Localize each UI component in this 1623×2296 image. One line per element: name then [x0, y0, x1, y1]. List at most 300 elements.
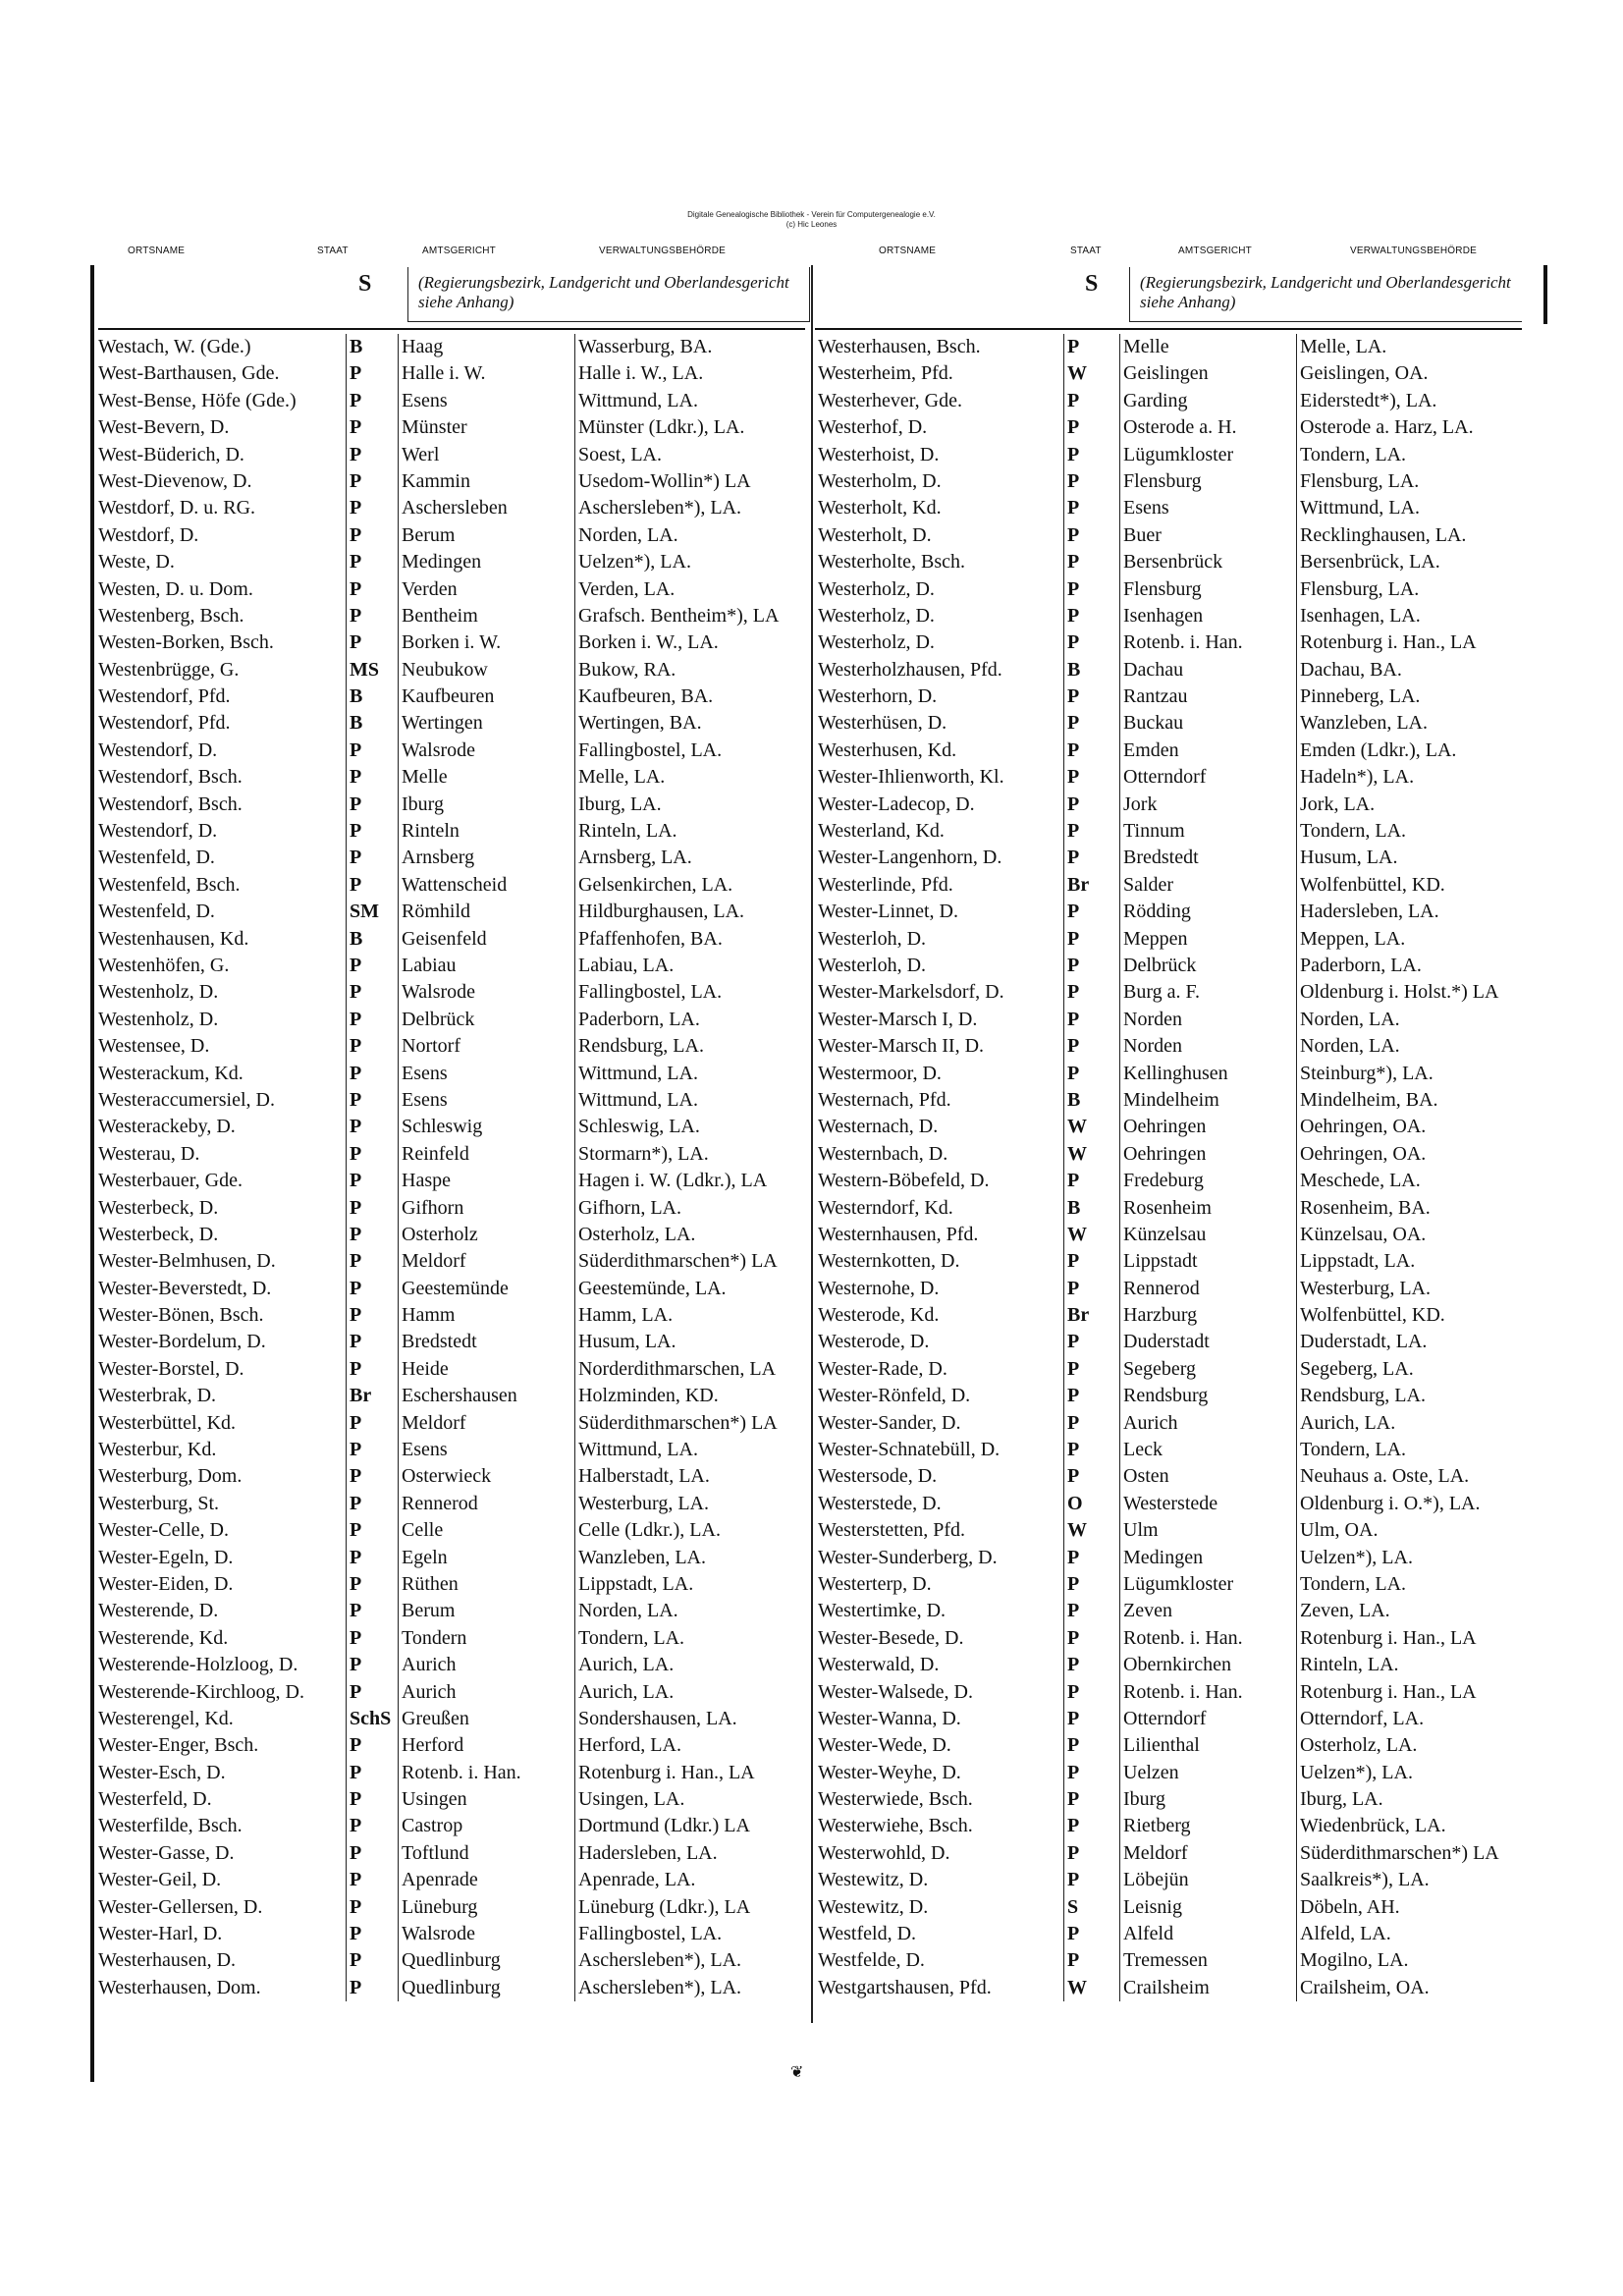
place-name: Wester-Bordelum, D. [98, 1331, 266, 1353]
state-code: P [346, 1732, 398, 1759]
administrative-authority: Norden, LA. [574, 1598, 803, 1624]
district-court: Rotenb. i. Han. [1119, 1679, 1296, 1706]
state-code: P [346, 1947, 398, 1974]
rule-right [815, 328, 1522, 330]
district-court: Walsrode [398, 738, 574, 764]
table-row [95, 1921, 803, 1947]
administrative-authority: Crailsheim, OA. [1296, 1975, 1546, 2001]
watermark [0, 210, 1623, 230]
place-name: Westen-Borken, Bsch. [98, 631, 274, 654]
place-name: Wester-Ihlienworth, Kl. [818, 766, 1004, 789]
state-code: P [346, 1302, 398, 1329]
state-code: P [1063, 576, 1119, 603]
table-row [95, 1195, 803, 1222]
table-row [95, 764, 803, 791]
table-row [95, 1302, 803, 1329]
state-code: P [1063, 818, 1119, 845]
administrative-authority: Tondern, LA. [1296, 1437, 1546, 1463]
table-row [95, 1867, 803, 1893]
state-code: P [1063, 1545, 1119, 1571]
administrative-authority: Oehringen, OA. [1296, 1114, 1546, 1140]
administrative-authority: Segeberg, LA. [1296, 1356, 1546, 1383]
table-row [95, 522, 803, 549]
state-code: P [1063, 1598, 1119, 1624]
district-court: Hamm [398, 1302, 574, 1329]
table-row [95, 1248, 803, 1275]
table-row [815, 845, 1546, 871]
administrative-authority: Fallingbostel, LA. [574, 738, 803, 764]
table-row [95, 1033, 803, 1060]
administrative-authority: Wanzleben, LA. [574, 1545, 803, 1571]
state-code: P [346, 1114, 398, 1140]
state-code: P [1063, 629, 1119, 656]
district-court: Lügumkloster [1119, 442, 1296, 468]
administrative-authority: Osterode a. Harz, LA. [1296, 414, 1546, 441]
place-name: Wester-Celle, D. [98, 1519, 229, 1542]
district-court: Lilienthal [1119, 1732, 1296, 1759]
table-row [815, 1033, 1546, 1060]
state-code: P [346, 1760, 398, 1786]
place-name: Westerbeck, D. [98, 1223, 219, 1245]
state-code: P [1063, 1732, 1119, 1759]
place-name: Westenbrügge, G. [98, 658, 240, 681]
table-row [95, 576, 803, 603]
place-name: Westerhausen, D. [98, 1949, 237, 1972]
district-court: Meldorf [1119, 1840, 1296, 1867]
table-row [95, 360, 803, 387]
section-letter-right: S [1085, 271, 1099, 297]
place-name: Westenberg, Bsch. [98, 604, 244, 627]
state-code: B [346, 683, 398, 710]
administrative-authority: Uelzen*), LA. [1296, 1760, 1546, 1786]
administrative-authority: Dachau, BA. [1296, 657, 1546, 683]
administrative-authority: Rotenburg i. Han., LA [1296, 629, 1546, 656]
table-row [815, 979, 1546, 1006]
place-name: Westenfeld, Bsch. [98, 873, 241, 896]
state-code: P [1063, 953, 1119, 979]
administrative-authority: Aurich, LA. [574, 1652, 803, 1678]
table-row [815, 1679, 1546, 1706]
state-code: P [346, 1087, 398, 1114]
place-name: Wester-Marsch II, D. [818, 1035, 985, 1058]
administrative-authority: Aurich, LA. [574, 1679, 803, 1706]
administrative-authority: Künzelsau, OA. [1296, 1222, 1546, 1248]
administrative-authority: Mogilno, LA. [1296, 1947, 1546, 1974]
place-name: Westerhausen, Bsch. [818, 336, 981, 357]
place-name: Westerwald, D. [818, 1654, 940, 1676]
administrative-authority: Oldenburg i. O.*), LA. [1296, 1491, 1546, 1517]
district-court: Löbejün [1119, 1867, 1296, 1893]
administrative-authority: Iburg, LA. [574, 792, 803, 818]
district-court: Rüthen [398, 1571, 574, 1598]
district-court: Obernkirchen [1119, 1652, 1296, 1678]
state-code: B [346, 926, 398, 953]
place-name: Westerholt, D. [818, 523, 932, 546]
administrative-authority: Norden, LA. [1296, 1007, 1546, 1033]
administrative-authority: Pinneberg, LA. [1296, 683, 1546, 710]
place-name: Westerende-Kirchloog, D. [98, 1680, 304, 1703]
district-court: Osterholz [398, 1222, 574, 1248]
state-code: P [1063, 1813, 1119, 1839]
state-code: P [346, 1921, 398, 1947]
administrative-authority: Norden, LA. [1296, 1033, 1546, 1060]
administrative-authority: Wittmund, LA. [1296, 495, 1546, 521]
administrative-authority: Soest, LA. [574, 442, 803, 468]
place-name: Westerode, D. [818, 1331, 930, 1353]
district-court: Wattenscheid [398, 872, 574, 899]
table-row [815, 1248, 1546, 1275]
table-row [815, 1195, 1546, 1222]
administrative-authority: Gelsenkirchen, LA. [574, 872, 803, 899]
place-name: Westendorf, Bsch. [98, 793, 243, 815]
table-row [815, 522, 1546, 549]
state-code: P [1063, 442, 1119, 468]
district-court: Greußen [398, 1706, 574, 1732]
district-court: Haspe [398, 1168, 574, 1194]
district-court: Flensburg [1119, 576, 1296, 603]
district-court: Apenrade [398, 1867, 574, 1893]
place-name: Westach, W. (Gde.) [98, 336, 251, 357]
state-code: B [1063, 657, 1119, 683]
place-name: Westen, D. u. Dom. [98, 577, 253, 600]
state-code: P [1063, 1168, 1119, 1194]
table-row [95, 1706, 803, 1732]
table-row [815, 1517, 1546, 1544]
place-name: Westdorf, D. [98, 523, 199, 546]
table-row [95, 953, 803, 979]
table-row [95, 1087, 803, 1114]
district-court: Kammin [398, 468, 574, 495]
administrative-authority: Wasserburg, BA. [574, 334, 803, 360]
place-name: Westensee, D. [98, 1035, 210, 1058]
place-name: Westertimke, D. [818, 1600, 947, 1622]
state-code: P [346, 1463, 398, 1490]
administrative-authority: Aurich, LA. [1296, 1410, 1546, 1437]
state-code: P [346, 1598, 398, 1624]
district-court: Delbrück [398, 1007, 574, 1033]
state-code: P [346, 1571, 398, 1598]
table-row [95, 792, 803, 818]
state-code: P [346, 495, 398, 521]
administrative-authority: Schleswig, LA. [574, 1114, 803, 1140]
administrative-authority: Neuhaus a. Oste, LA. [1296, 1463, 1546, 1490]
state-code: P [346, 1168, 398, 1194]
place-name: Westerholz, D. [818, 577, 935, 600]
administrative-authority: Wertingen, BA. [574, 710, 803, 737]
table-row [95, 1168, 803, 1194]
administrative-authority: Holzminden, KD. [574, 1383, 803, 1409]
district-court: Meldorf [398, 1248, 574, 1275]
place-name: Westerbüttel, Kd. [98, 1411, 237, 1434]
district-court: Werl [398, 442, 574, 468]
state-code: B [1063, 1087, 1119, 1114]
table-row [95, 1114, 803, 1140]
subheader-note-left: (Regierungsbezirk, Landgericht und Oberlandesgericht siehe Anhang) [407, 267, 810, 322]
place-name: Westernkotten, D. [818, 1250, 960, 1273]
district-court: Isenhagen [1119, 603, 1296, 629]
district-court: Emden [1119, 738, 1296, 764]
administrative-authority: Flensburg, LA. [1296, 468, 1546, 495]
place-name: Westerlinde, Pfd. [818, 873, 953, 896]
place-name: Westernhausen, Pfd. [818, 1223, 979, 1245]
state-code: P [1063, 468, 1119, 495]
district-court: Garding [1119, 388, 1296, 414]
table-row [95, 1894, 803, 1921]
state-code: P [346, 1437, 398, 1463]
state-code: P [346, 1007, 398, 1033]
administrative-authority: Iburg, LA. [1296, 1786, 1546, 1813]
district-court: Tinnum [1119, 818, 1296, 845]
administrative-authority: Rinteln, LA. [1296, 1652, 1546, 1678]
table-row [95, 442, 803, 468]
administrative-authority: Dortmund (Ldkr.) LA [574, 1813, 803, 1839]
administrative-authority: Jork, LA. [1296, 792, 1546, 818]
table-row [95, 1463, 803, 1490]
state-code: Br [1063, 872, 1119, 899]
state-code: S [1063, 1894, 1119, 1921]
table-row [95, 657, 803, 683]
table-row [95, 1141, 803, 1168]
state-code: P [346, 549, 398, 575]
administrative-authority: Hildburghausen, LA. [574, 899, 803, 925]
state-code: P [1063, 1437, 1119, 1463]
table-row [815, 360, 1546, 387]
district-court: Geisenfeld [398, 926, 574, 953]
place-name: West-Dievenow, D. [98, 469, 252, 492]
state-code: P [346, 1195, 398, 1222]
administrative-authority: Wittmund, LA. [574, 388, 803, 414]
center-divider [811, 265, 813, 2023]
place-name: Westfelde, D. [818, 1949, 925, 1972]
place-name: Westewitz, D. [818, 1895, 929, 1918]
district-court: Bredstedt [398, 1329, 574, 1355]
table-row [815, 1410, 1546, 1437]
administrative-authority: Melle, LA. [574, 764, 803, 791]
administrative-authority: Wittmund, LA. [574, 1437, 803, 1463]
table-row [815, 1894, 1546, 1921]
administrative-authority: Herford, LA. [574, 1732, 803, 1759]
table-row [95, 1947, 803, 1974]
place-name: Wester-Egeln, D. [98, 1546, 234, 1568]
district-court: Lippstadt [1119, 1248, 1296, 1275]
state-code: P [1063, 549, 1119, 575]
administrative-authority: Pfaffenhofen, BA. [574, 926, 803, 953]
administrative-authority: Süderdithmarschen*) LA [574, 1410, 803, 1437]
table-row [95, 1840, 803, 1867]
place-name: Wester-Wede, D. [818, 1734, 951, 1757]
place-name: Wester-Rönfeld, D. [818, 1385, 971, 1407]
administrative-authority: Eiderstedt*), LA. [1296, 388, 1546, 414]
table-row [95, 1571, 803, 1598]
table-row [95, 818, 803, 845]
table-row [95, 1598, 803, 1624]
administrative-authority: Lüneburg (Ldkr.), LA [574, 1894, 803, 1921]
place-name: Westerburg, Dom. [98, 1465, 243, 1488]
table-row [95, 710, 803, 737]
place-name: Westerstetten, Pfd. [818, 1519, 966, 1542]
administrative-authority: Halle i. W., LA. [574, 360, 803, 387]
table-row [815, 1706, 1546, 1732]
administrative-authority: Wolfenbüttel, KD. [1296, 1302, 1546, 1329]
administrative-authority: Osterholz, LA. [574, 1222, 803, 1248]
place-name: Westerbauer, Gde. [98, 1170, 243, 1192]
place-name: Wester-Walsede, D. [818, 1680, 973, 1703]
district-court: Usingen [398, 1786, 574, 1813]
state-code: P [346, 388, 398, 414]
place-name: Westerstede, D. [818, 1492, 942, 1514]
place-name: Westfeld, D. [818, 1923, 917, 1945]
place-name: Westerhoist, D. [818, 443, 940, 465]
place-name: Westenfeld, D. [98, 847, 215, 869]
district-court: Schleswig [398, 1114, 574, 1140]
state-code: P [1063, 1760, 1119, 1786]
state-code: P [1063, 926, 1119, 953]
table-row [815, 1007, 1546, 1033]
administrative-authority: Döbeln, AH. [1296, 1894, 1546, 1921]
administrative-authority: Meschede, LA. [1296, 1168, 1546, 1194]
header-verwaltung-left: VERWALTUNGSBEHÖRDE [599, 246, 726, 256]
state-code: Br [1063, 1302, 1119, 1329]
district-court: Aurich [398, 1652, 574, 1678]
district-court: Delbrück [1119, 953, 1296, 979]
table-row [95, 845, 803, 871]
district-court: Melle [398, 764, 574, 791]
administrative-authority: Tondern, LA. [1296, 442, 1546, 468]
administrative-authority: Uelzen*), LA. [1296, 1545, 1546, 1571]
administrative-authority: Celle (Ldkr.), LA. [574, 1517, 803, 1544]
administrative-authority: Halberstadt, LA. [574, 1463, 803, 1490]
place-name: Wester-Harl, D. [98, 1923, 223, 1945]
place-name: Westerloh, D. [818, 954, 927, 976]
state-code: P [1063, 1706, 1119, 1732]
district-court: Rendsburg [1119, 1383, 1296, 1409]
place-name: Westerackeby, D. [98, 1116, 236, 1138]
place-name: Westerhüsen, D. [818, 712, 947, 735]
administrative-authority: Usedom-Wollin*) LA [574, 468, 803, 495]
district-court: Bredstedt [1119, 845, 1296, 871]
table-row [95, 1222, 803, 1248]
header-verwaltung-right: VERWALTUNGSBEHÖRDE [1350, 246, 1477, 256]
district-court: Heide [398, 1356, 574, 1383]
place-name: Wester-Eiden, D. [98, 1572, 234, 1595]
table-row [95, 1007, 803, 1033]
table-row [815, 1356, 1546, 1383]
district-court: Rietberg [1119, 1813, 1296, 1839]
state-code: P [1063, 1867, 1119, 1893]
place-name: Westerackum, Kd. [98, 1062, 243, 1084]
district-court: Rennerod [398, 1491, 574, 1517]
district-court: Medingen [1119, 1545, 1296, 1571]
table-row [815, 1625, 1546, 1652]
place-name: Westerholt, Kd. [818, 497, 942, 519]
place-name: Westewitz, D. [818, 1869, 929, 1891]
state-code: P [346, 1786, 398, 1813]
district-court: Esens [398, 1437, 574, 1463]
state-code: P [1063, 1276, 1119, 1302]
state-code: P [346, 1329, 398, 1355]
place-name: Wester-Rade, D. [818, 1357, 947, 1380]
district-court: Buckau [1119, 710, 1296, 737]
place-name: Wester-Marsch I, D. [818, 1008, 978, 1030]
table-row [95, 1491, 803, 1517]
district-court: Aurich [1119, 1410, 1296, 1437]
district-court: Westerstede [1119, 1491, 1296, 1517]
table-row [815, 414, 1546, 441]
administrative-authority: Münster (Ldkr.), LA. [574, 414, 803, 441]
administrative-authority: Rinteln, LA. [574, 818, 803, 845]
administrative-authority: Tondern, LA. [1296, 1571, 1546, 1598]
state-code: P [346, 792, 398, 818]
place-name: Westerbrak, D. [98, 1385, 217, 1407]
watermark-line-2: (c) Hic Leones [785, 220, 838, 229]
table-row [815, 1947, 1546, 1974]
table-row [815, 683, 1546, 710]
district-court: Esens [398, 1087, 574, 1114]
place-name: Westerbur, Kd. [98, 1439, 217, 1461]
district-court: Künzelsau [1119, 1222, 1296, 1248]
table-row [95, 1517, 803, 1544]
table-row [815, 1652, 1546, 1678]
state-code: P [346, 1625, 398, 1652]
table-row [815, 1786, 1546, 1813]
place-name: Westdorf, D. u. RG. [98, 497, 256, 519]
administrative-authority: Tondern, LA. [574, 1625, 803, 1652]
administrative-authority: Aschersleben*), LA. [574, 1947, 803, 1974]
district-court: Norden [1119, 1033, 1296, 1060]
place-name: Wester-Sunderberg, D. [818, 1546, 998, 1568]
table-row [95, 1975, 803, 2001]
table-row [815, 1975, 1546, 2001]
place-name: Wester-Gasse, D. [98, 1841, 235, 1864]
district-court: Rotenb. i. Han. [1119, 1625, 1296, 1652]
state-code: O [1063, 1491, 1119, 1517]
administrative-authority: Rotenburg i. Han., LA [1296, 1625, 1546, 1652]
state-code: P [1063, 1356, 1119, 1383]
state-code: P [346, 1517, 398, 1544]
state-code: P [1063, 1921, 1119, 1947]
administrative-authority: Fallingbostel, LA. [574, 1921, 803, 1947]
administrative-authority: Wittmund, LA. [574, 1087, 803, 1114]
state-code: P [1063, 979, 1119, 1006]
administrative-authority: Uelzen*), LA. [574, 549, 803, 575]
administrative-authority: Rotenburg i. Han., LA [574, 1760, 803, 1786]
place-name: Westendorf, Pfd. [98, 685, 231, 708]
state-code: P [1063, 1571, 1119, 1598]
state-code: P [1063, 683, 1119, 710]
state-code: P [1063, 1033, 1119, 1060]
table-row [815, 495, 1546, 521]
administrative-authority: Süderdithmarschen*) LA [1296, 1840, 1546, 1867]
table-row [95, 495, 803, 521]
place-name: Westenhöfen, G. [98, 954, 230, 976]
administrative-authority: Lippstadt, LA. [574, 1571, 803, 1598]
table-row [815, 1491, 1546, 1517]
table-row [815, 1383, 1546, 1409]
administrative-authority: Lippstadt, LA. [1296, 1248, 1546, 1275]
page-border-left [90, 265, 94, 2082]
state-code: P [346, 872, 398, 899]
place-name: Wester-Langenhorn, D. [818, 847, 1002, 869]
administrative-authority: Zeven, LA. [1296, 1598, 1546, 1624]
table-row [815, 1867, 1546, 1893]
place-name: Westerende, D. [98, 1600, 219, 1622]
district-court: Fredeburg [1119, 1168, 1296, 1194]
place-name: Westerheim, Pfd. [818, 362, 953, 385]
administrative-authority: Arnsberg, LA. [574, 845, 803, 871]
place-name: Westerloh, D. [818, 927, 927, 950]
table-row [95, 738, 803, 764]
district-court: Rinteln [398, 818, 574, 845]
